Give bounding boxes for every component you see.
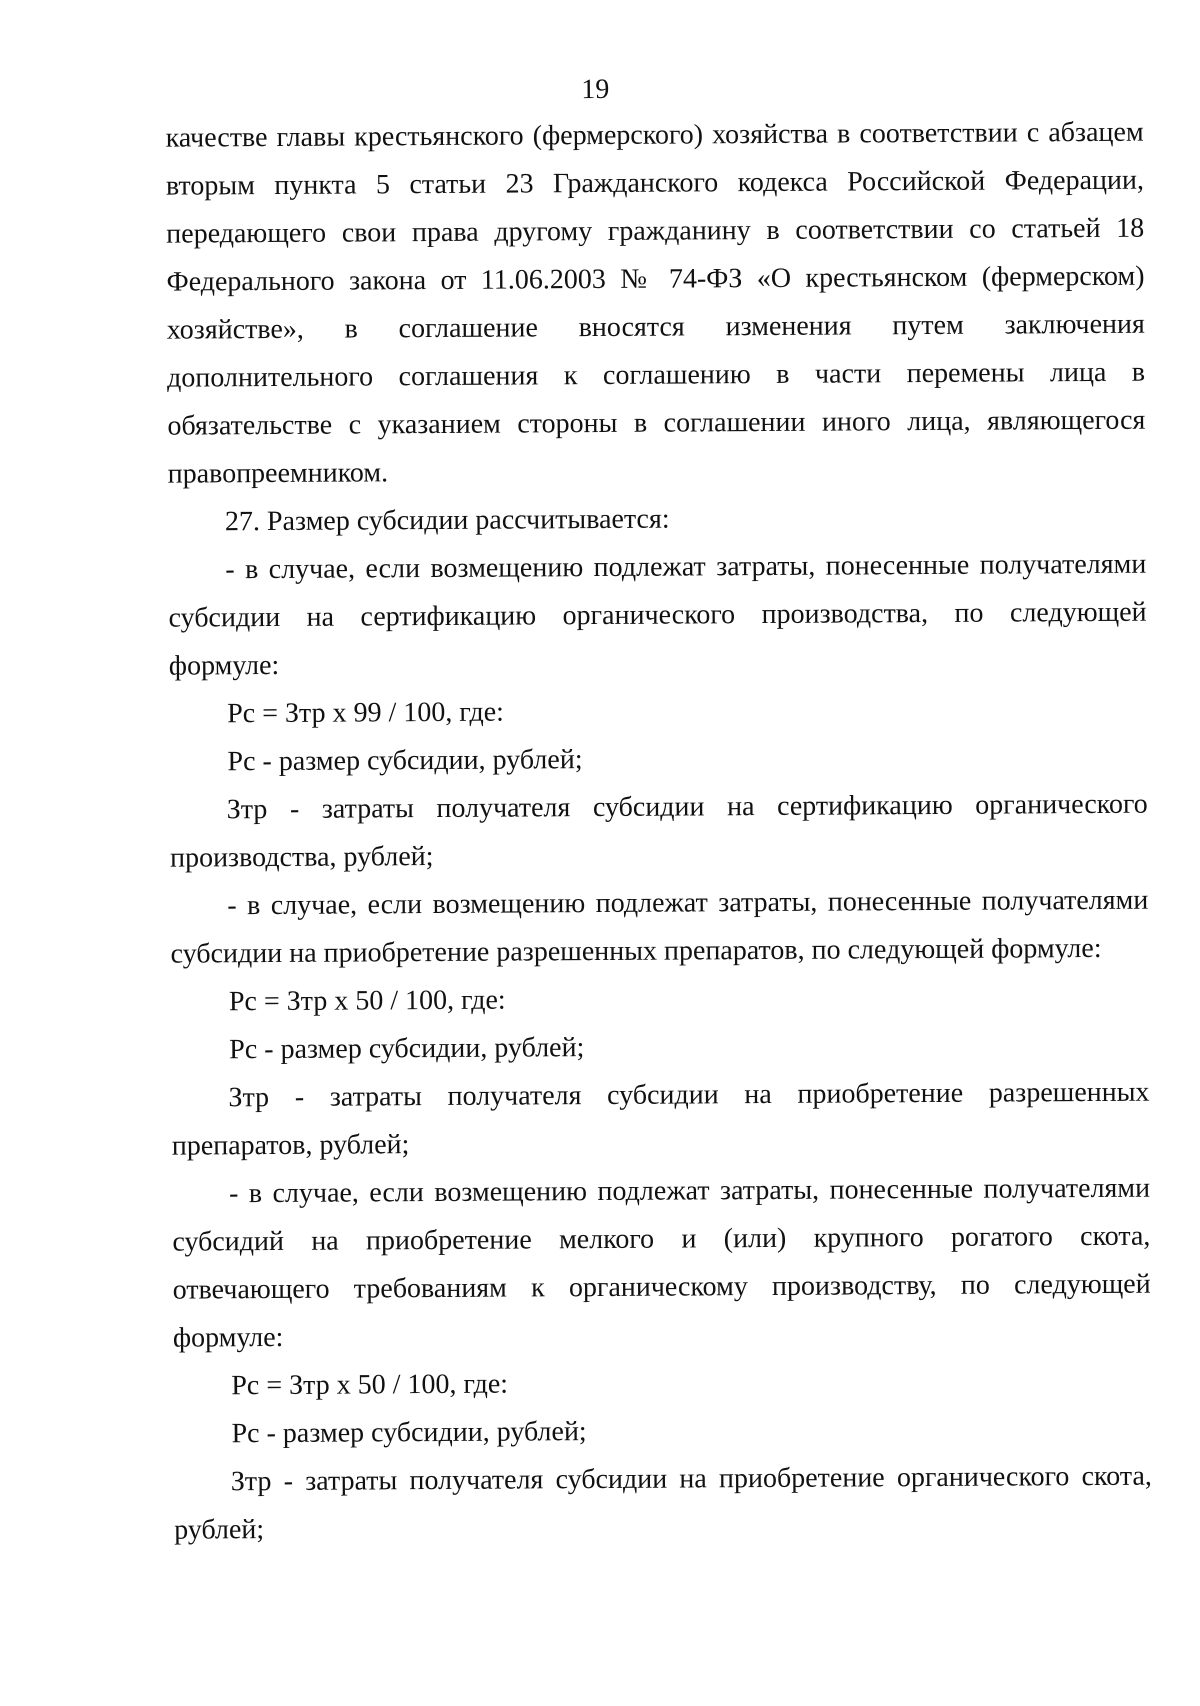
definition-ztr-3: Зтр - затраты получателя субсидии на приобретение органического скота, рублей;: [174, 1460, 1152, 1546]
case-preparations: - в случае, если возмещению подлежат затраты, понесенные получателями субсидии на приобретение разрешенных препаратов, по следующей формуле:: [170, 884, 1149, 970]
page-number: 19: [581, 73, 610, 106]
definition-rs-3: Рс - размер субсидии, рублей;: [231, 1416, 587, 1450]
case-livestock: - в случае, если возмещению подлежат затраты, понесенные получателями субсидий на приобретение мелкого и (или) крупного рогатого скота, отвечающего требованиям к органическому производству, по следующей формуле:: [172, 1172, 1151, 1354]
paragraph-27-heading: 27. Размер субсидии рассчитывается:: [224, 503, 670, 538]
paragraph-farm-successor: качестве главы крестьянского (фермерского) хозяйства в соответствии с абзацем вторым пункта 5 статьи 23 Гражданского кодекса Российской Федерации, передающего свои права другому гражданину в соответствии со статьей 18 Федерального закона от 11.06.2003 № 74-ФЗ «О крестьянском (фермерском) хозяйстве», в соглашение вносятся изменения путем заключения дополнительного соглашения к соглашению в части перемены лица в обязательстве с указанием стороны в соглашении иного лица, являющегося правопреемником.: [165, 116, 1146, 490]
document-body: [165, 109, 1152, 1555]
definition-rs-2: Рс - размер субсидии, рублей;: [229, 1032, 585, 1066]
formula-livestock: Рс = Зтр х 50 / 100, где:: [231, 1368, 509, 1402]
definition-ztr-1: Зтр - затраты получателя субсидии на сертификацию органического производства, рублей;: [169, 788, 1148, 874]
definition-rs-1: Рс - размер субсидии, рублей;: [227, 744, 583, 778]
case-certification: - в случае, если возмещению подлежат затраты, понесенные получателями субсидии на сертификацию органического производства, по следующей формуле:: [168, 548, 1147, 682]
definition-ztr-2: Зтр - затраты получателя субсидии на приобретение разрешенных препаратов, рублей;: [171, 1076, 1150, 1162]
formula-preparations: Рс = Зтр х 50 / 100, где:: [228, 984, 506, 1018]
formula-certification: Рс = Зтр х 99 / 100, где:: [227, 696, 504, 730]
